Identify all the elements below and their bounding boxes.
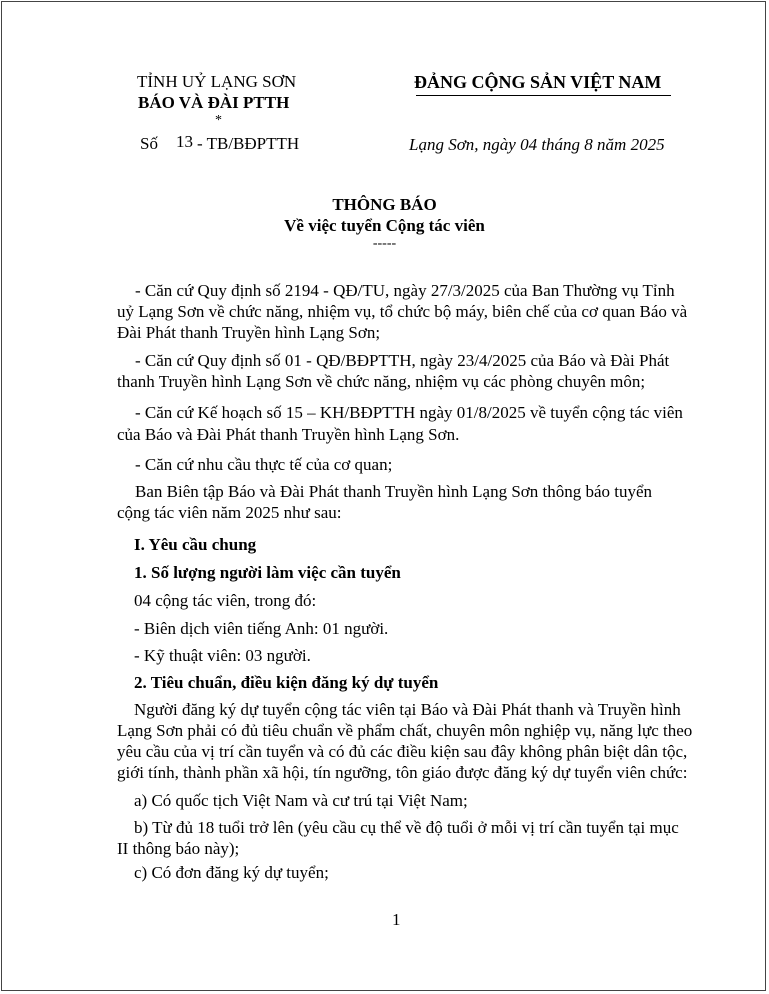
criteria-line-1: Người đăng ký dự tuyển cộng tác viên tại Báo và Đài Phát thanh và Truyền hình [134, 700, 681, 719]
page-number: 1 [392, 910, 401, 929]
condition-a: a) Có quốc tịch Việt Nam và cư trú tại Việt Nam; [134, 791, 468, 810]
title-separator: ----- [372, 236, 397, 251]
doc-number-suffix: - TB/BĐPTTH [197, 134, 300, 153]
condition-b-line-1: b) Từ đủ 18 tuổi trở lên (yêu cầu cụ thể về độ tuổi ở mỗi vị trí cần tuyển tại mục [134, 818, 679, 837]
doc-date: Lạng Sơn, ngày 04 tháng 8 năm 2025 [409, 135, 665, 154]
org-star: * [215, 113, 222, 128]
doc-subtitle: Về việc tuyển Cộng tác viên [284, 216, 485, 235]
doc-title: THÔNG BÁO [332, 195, 437, 214]
section-1-heading: I. Yêu cầu chung [134, 535, 257, 554]
intro-line-1: Ban Biên tập Báo và Đài Phát thanh Truyền hình Lạng Sơn thông báo tuyển [135, 482, 653, 501]
doc-number-prefix: Số [140, 134, 158, 153]
basis-2-line-2: thanh Truyền hình Lạng Sơn về chức năng, nhiệm vụ các phòng chuyên môn; [117, 372, 646, 391]
basis-1-line-2: uỷ Lạng Sơn về chức năng, nhiệm vụ, tổ chức bộ máy, biên chế của cơ quan Báo và [117, 302, 688, 321]
basis-1-line-3: Đài Phát thanh Truyền hình Lạng Sơn; [117, 323, 381, 342]
quantity-translator: - Biên dịch viên tiếng Anh: 01 người. [134, 619, 389, 638]
section-1-2-heading: 2. Tiêu chuẩn, điều kiện đăng ký dự tuyển [134, 673, 439, 692]
criteria-line-4: giới tính, thành phần xã hội, tín ngưỡng, tôn giáo được đăng ký dự tuyển viên chức: [117, 763, 688, 782]
criteria-line-2: Lạng Sơn phải có đủ tiêu chuẩn về phẩm chất, chuyên môn nghiệp vụ, năng lực theo [117, 721, 693, 740]
party-name: ĐẢNG CỘNG SẢN VIỆT NAM [414, 72, 662, 92]
basis-4: - Căn cứ nhu cầu thực tế của cơ quan; [135, 455, 393, 474]
quantity-technician: - Kỹ thuật viên: 03 người. [134, 646, 311, 665]
doc-number-value: 13 [176, 132, 193, 151]
basis-1-line-1: - Căn cứ Quy định số 2194 - QĐ/TU, ngày 27/3/2025 của Ban Thường vụ Tỉnh [135, 281, 675, 300]
condition-c: c) Có đơn đăng ký dự tuyển; [134, 863, 329, 882]
basis-2-line-1: - Căn cứ Quy định số 01 - QĐ/BĐPTTH, ngày 23/4/2025 của Báo và Đài Phát [135, 351, 670, 370]
quantity-total: 04 cộng tác viên, trong đó: [134, 591, 317, 610]
org-line-2: BÁO VÀ ĐÀI PTTH [138, 93, 290, 112]
condition-b-line-2: II thông báo này); [117, 839, 240, 858]
intro-line-2: cộng tác viên năm 2025 như sau: [117, 503, 342, 522]
basis-3-line-1: - Căn cứ Kế hoạch số 15 – KH/BĐPTTH ngày 01/8/2025 về tuyển cộng tác viên [135, 403, 683, 422]
section-1-1-heading: 1. Số lượng người làm việc cần tuyển [134, 563, 401, 582]
criteria-line-3: yêu cầu của vị trí cần tuyển và có đủ các điều kiện sau đây không phân biệt dân tộc, [117, 742, 688, 761]
party-underline [416, 95, 671, 96]
org-line-1: TỈNH UỶ LẠNG SƠN [137, 72, 297, 91]
basis-3-line-2: của Báo và Đài Phát thanh Truyền hình Lạng Sơn. [117, 425, 460, 444]
